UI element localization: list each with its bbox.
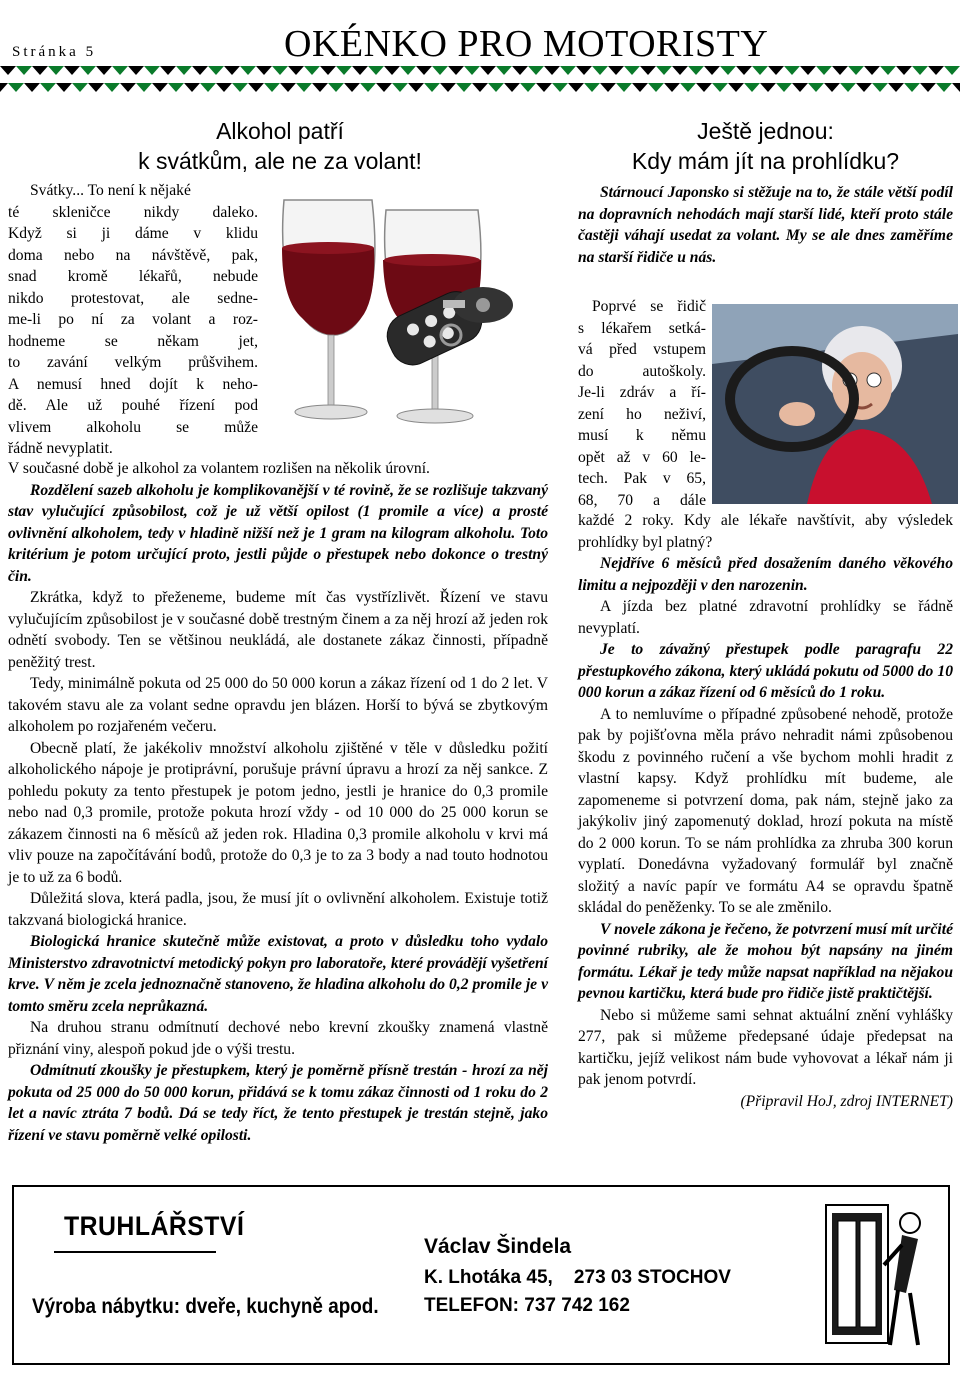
decorative-band (0, 66, 960, 92)
intro-line: hodneme se někam jet, (8, 332, 258, 350)
left-paragraph: Rozdělení sazeb alkoholu je komplikovanější v té rovině, že se rozlišuje takzvaný stav vylučující způsobilost, což je už větší opilost (1 promile a více) a prosté ovlivnění alkoholem, tedy v hladině nižší než je 1 gram na kilogram alkoholu. Toto kritérium je potom určující proto, jestli půjde o přestupek nebo dokonce o trestný čin. (8, 481, 548, 585)
intro-line: řádně nevyplatit. (8, 440, 113, 457)
wrap-line: zení ho neživí, (578, 405, 706, 423)
wardrobe-carrier-icon (814, 1195, 939, 1357)
left-paragraph: Tedy, minimálně pokuta od 25 000 do 50 000 korun a zákaz řízení od 1 do 2 let. V takovém stavu ale za volant sedne opravdu jen blázen. Horší to bývá se zbytkovým alkoholem po rozjařeném večeru. (8, 675, 548, 735)
right-paragraph: Nebo si můžeme sami sehnat aktuální znění vyhlášky 277, pak si můžeme předepsané údaje předepsat na kartičku, jejíž velikost nám bude vyhovovat a lékař nám ji pak jenom potvrdí. (578, 1006, 953, 1088)
intro-line: me-li po ní za volant a roz- (8, 311, 258, 328)
left-paragraph: Obecně platí, že jakékoliv množství alkoholu zjištěné v těle v důsledku požití alkoholického nápoje je protiprávní, porušuje právní úpravu a hrozí za něj sankce. Z pohledu pokuty za tento přestupek je potom jedno, jestli je hranice do 0,3 promile nebo nad 0,3 promile, protože pokuta hrozí vždy - od 10 000 do 25 000 korun se zákazem činnosti na 6 měsíců až jeden rok. Hladina 0,3 promile alkoholu v krvi má vliv pouze na započítávání bodů, protože do 0,3 je to za 3 body a nad touto hodnotou je to už za 6 bodů. (8, 739, 548, 886)
ad-owner-name: Václav Šindela (424, 1235, 572, 1258)
left-paragraph: V současné době je alkohol za volantem rozlišen na několik úrovní. (8, 460, 430, 477)
intro-line: snad kromě lékařů, nebude (8, 268, 258, 285)
right-paragraph: každé 2 roky. Kdy ale lékaře navštívit, aby výsledek prohlídky byl platný? (578, 512, 953, 551)
wrap-line: musí k němu (578, 427, 706, 444)
ad-phone: TELEFON: 737 742 162 (424, 1295, 630, 1316)
ad-title: TRUHLÁŘSTVÍ (64, 1211, 245, 1241)
ad-underline (54, 1251, 216, 1253)
intro-line: vlivem alkoholu se může (8, 418, 258, 436)
right-paragraph: A jízda bez platné zdravotní prohlídky se řádně nevyplatí. (578, 598, 953, 637)
carpentry-advertisement (12, 1185, 950, 1365)
wine-glasses-keys-image (268, 190, 524, 435)
right-paragraph: Nejdříve 6 měsíců před dosažením daného věkového limitu a nejpozději v den narozenin. (578, 555, 953, 594)
intro-line: Svátky... To není k nějaké (30, 182, 191, 199)
intro-line: nikdo protestovat, ale sedne- (8, 289, 258, 307)
ad-address: K. Lhotáka 45, 273 03 STOCHOV (424, 1267, 731, 1288)
wrap-line: opět až v 60 le- (578, 448, 706, 466)
right-article-body (578, 510, 953, 1112)
right-lead: Stárnoucí Japonsko si stěžuje na to, že stále větší podíl na dopravních nehodách mají starší lidé, kteří proto stále častěji váhají usedat za volant. My se ale dnes zaměříme na starší řidiče u nás. (578, 184, 953, 266)
right-paragraph: Je to závažný přestupek podle paragrafu 22 přestupkového zákona, který ukládá pokutu od 5000 do 10 000 korun a zákaz řízení od 6 měsíců do 1 roku. (578, 641, 953, 701)
left-paragraph: Odmítnutí zkoušky je přestupkem, který je poměrně přísně trestán - hrozí za něj pokuta od 25 000 do 50 000 korun, přidává se k tomu zákaz činnosti od 1 roku do 2 let a navíc ztráta 7 bodů. Dá se tedy říct, že tento přestupek je trestán stejně, jako řízení ve stavu poměrně velké opilosti. (8, 1062, 548, 1144)
left-paragraph: Důležitá slova, která padla, jsou, že musí jít o ovlivnění alkoholem. Existuje totiž takzvaná biologická hranice. (8, 890, 548, 929)
right-paragraph: V novele zákona je řečeno, že potvrzení musí mít určité povinné rubriky, ale že mohou být napsány na jiném formátu. Lékař je tedy může napsat například na nějakou pevnou kartičku, která bude pro řidiče jistě praktičtější. (578, 920, 953, 1002)
right-title-line2: Kdy mám jít na prohlídku? (631, 148, 900, 174)
intro-line: to zavání velkým průšvihem. (8, 354, 258, 371)
left-paragraph: Biologická hranice skutečně může existovat, a proto v důsledku toho vydalo Ministerstvo zdravotnictví metodický pokyn pro laboratoře, které provádějí vyšetření krve. V něm je zcela jednoznačně stanoveno, že hladina alkoholu do 0,2 promile je v tomto směru zcela neprůkazná. (8, 933, 548, 1015)
left-article-title (120, 116, 440, 176)
ad-subtitle: Výroba nábytku: dveře, kuchyně apod. (32, 1295, 379, 1318)
wrap-line: tech. Pak v 65, (578, 470, 706, 487)
wrap-line: do autoškoly. (578, 362, 706, 380)
intro-line: dě. Ale už pouhé řízení pod (8, 397, 258, 414)
left-article-body (8, 458, 548, 1146)
wrap-line: Je-li zdráv a ří- (578, 384, 706, 401)
left-intro (8, 180, 258, 460)
intro-line: A nemusí hned dojít k neho- (8, 375, 258, 393)
wrap-line: vá před vstupem (578, 341, 706, 358)
right-paragraph: A to nemluvíme o případné způsobené nehodě, protože pak by pojišťovna měla právo nehradit námi způsobenou škodu z povinného ručení a vše bychom mohli hradit z vlastní kapsy. Když prohlídku mít budeme, ale zapomeneme si potvrzení doma, pak nám, stejně jako za jakýkoliv jiný zapomenutý doklad, hrozí pokuta na místě do 2 000 korun. To se nám prohlídka za zhruba 300 korun vyplatí. Donedávna vyžadovaný formulář byl značně složitý a navíc papír ve formátu A4 se opravdu špatně skládal do peněženky. To se ale změnilo. (578, 705, 953, 916)
left-paragraph: Zkrátka, když to přeženeme, budeme mít čas vystřízlivět. Řízení ve stavu vylučujícím způsobilost je v současné době trestným činem a za něj hrozí až jeden rok odnětí svobody. Ten se většinou neukládá, ale dostanete zákaz činnosti, případně peněžitý trest. (8, 589, 548, 671)
article-credit: (Připravil HoJ, zdroj INTERNET) (740, 1092, 953, 1110)
masthead-title: OKÉNKO PRO MOTORISTY (284, 23, 769, 65)
left-title-line1: Alkohol patří (216, 118, 344, 144)
intro-line: doma nebo na návštěvě, pak, (8, 246, 258, 264)
elderly-driver-photo (712, 304, 958, 504)
wrap-line: Poprvé se řidič (592, 298, 706, 315)
wrap-line: s lékařem setká- (578, 319, 706, 337)
wrap-line: 68, 70 a dále (578, 491, 706, 509)
left-paragraph: Na druhou stranu odmítnutí dechové nebo krevní zkoušky znamená vlastně přiznání viny, alespoň pokud jde o výši trestu. (8, 1019, 548, 1058)
right-wrap-text (578, 296, 706, 511)
intro-line: té skleničce nikdy daleko. (8, 203, 258, 221)
intro-line: Když si ji dáme v klidu (8, 225, 258, 242)
left-title-line2: k svátkům, ale ne za volant! (138, 148, 422, 174)
page-number: Stránka 5 (12, 44, 97, 60)
right-title-line1: Ještě jednou: (697, 118, 834, 144)
right-article-title (578, 116, 953, 176)
